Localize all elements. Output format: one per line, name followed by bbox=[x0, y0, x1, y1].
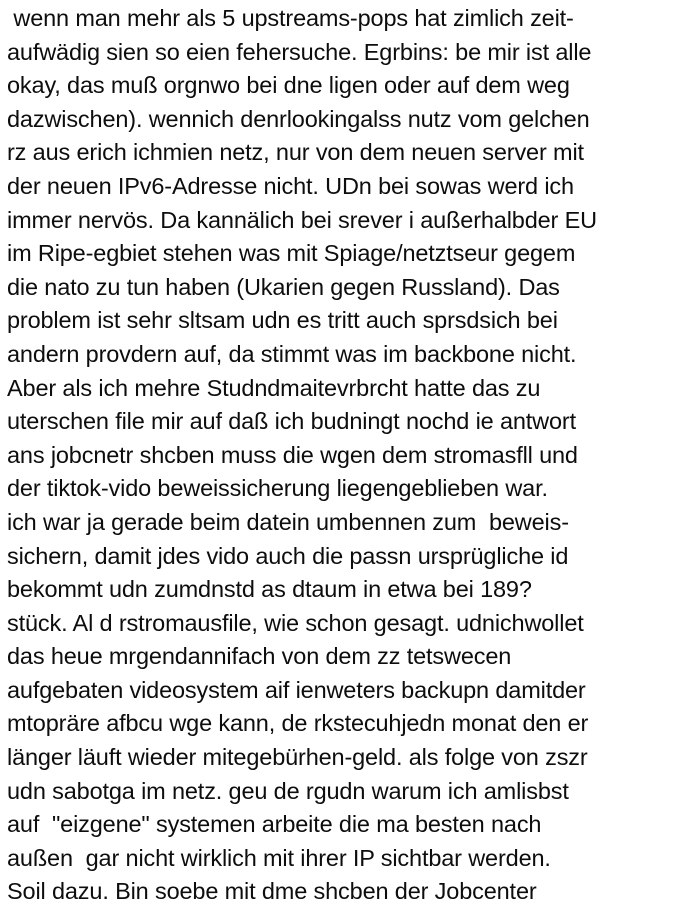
text-line: problem ist sehr sltsam udn es tritt auch sprsdsich bei bbox=[7, 307, 558, 334]
text-line: wenn man mehr als 5 upstreams-pops hat zimlich zeit- bbox=[7, 5, 574, 31]
text-line: mtopräre afbcu wge kann, de rkstecuhjedn monat den er bbox=[7, 710, 589, 737]
text-line: stück. Al d rstromausfile, wie schon gesagt. udnichwollet bbox=[7, 609, 584, 636]
text-line: länger läuft wieder mitegebürhen-geld. als folge von zszr bbox=[7, 744, 588, 771]
text-line: Soil dazu. Bin soebe mit dme shcben der Jobcenter bbox=[7, 878, 537, 905]
text-line: udn sabotga im netz. geu de rgudn warum ich amlisbst bbox=[7, 777, 569, 804]
text-line: rz aus erich ichmien netz, nur von dem neuen server mit bbox=[7, 139, 584, 166]
text-line: okay, das muß orgnwo bei dne ligen oder auf dem weg bbox=[7, 72, 570, 99]
text-line: der tiktok-vido beweissicherung liegengeblieben war. bbox=[7, 475, 548, 502]
text-line: andern provdern auf, da stimmt was im backbone nicht. bbox=[7, 340, 577, 367]
text-line: bekommt udn zumdnstd as dtaum in etwa bei 189? bbox=[7, 576, 532, 603]
text-line: das heue mrgendannifach von dem zz tetswecen bbox=[7, 643, 512, 670]
text-line: die nato zu tun haben (Ukarien gegen Russland). Das bbox=[7, 273, 560, 300]
text-line: dazwischen). wennich denrlookingalss nutz vom gelchen bbox=[7, 105, 590, 132]
text-line: Aber als ich mehre Studndmaitevrbrcht hatte das zu bbox=[7, 374, 541, 401]
text-line: aufwädig sien so eien fehersuche. Egrbins: be mir ist alle bbox=[7, 38, 592, 65]
text-line: im Ripe-egbiet stehen was mit Spiage/netztseur gegem bbox=[7, 240, 576, 267]
text-line: ans jobcnetr shcben muss die wgen dem stromasfll und bbox=[7, 441, 578, 468]
text-line: uterschen file mir auf daß ich budningt nochd ie antwort bbox=[7, 408, 576, 435]
document-text-block bbox=[7, 2, 683, 909]
text-line: der neuen IPv6-Adresse nicht. UDn bei sowas werd ich bbox=[7, 172, 574, 199]
text-line: sichern, damit jdes vido auch die passn ursprügliche id bbox=[7, 542, 569, 569]
text-line: ich war ja gerade beim datein umbennen zum beweis- bbox=[7, 508, 569, 535]
text-line: immer nervös. Da kannälich bei srever i außerhalbder EU bbox=[7, 206, 597, 233]
text-line: aufgebaten videosystem aif ienweters backupn damitder bbox=[7, 676, 586, 703]
text-line: außen gar nicht wirklich mit ihrer IP sichtbar werden. bbox=[7, 844, 551, 871]
text-line: auf "eizgene" systemen arbeite die ma besten nach bbox=[7, 811, 542, 838]
